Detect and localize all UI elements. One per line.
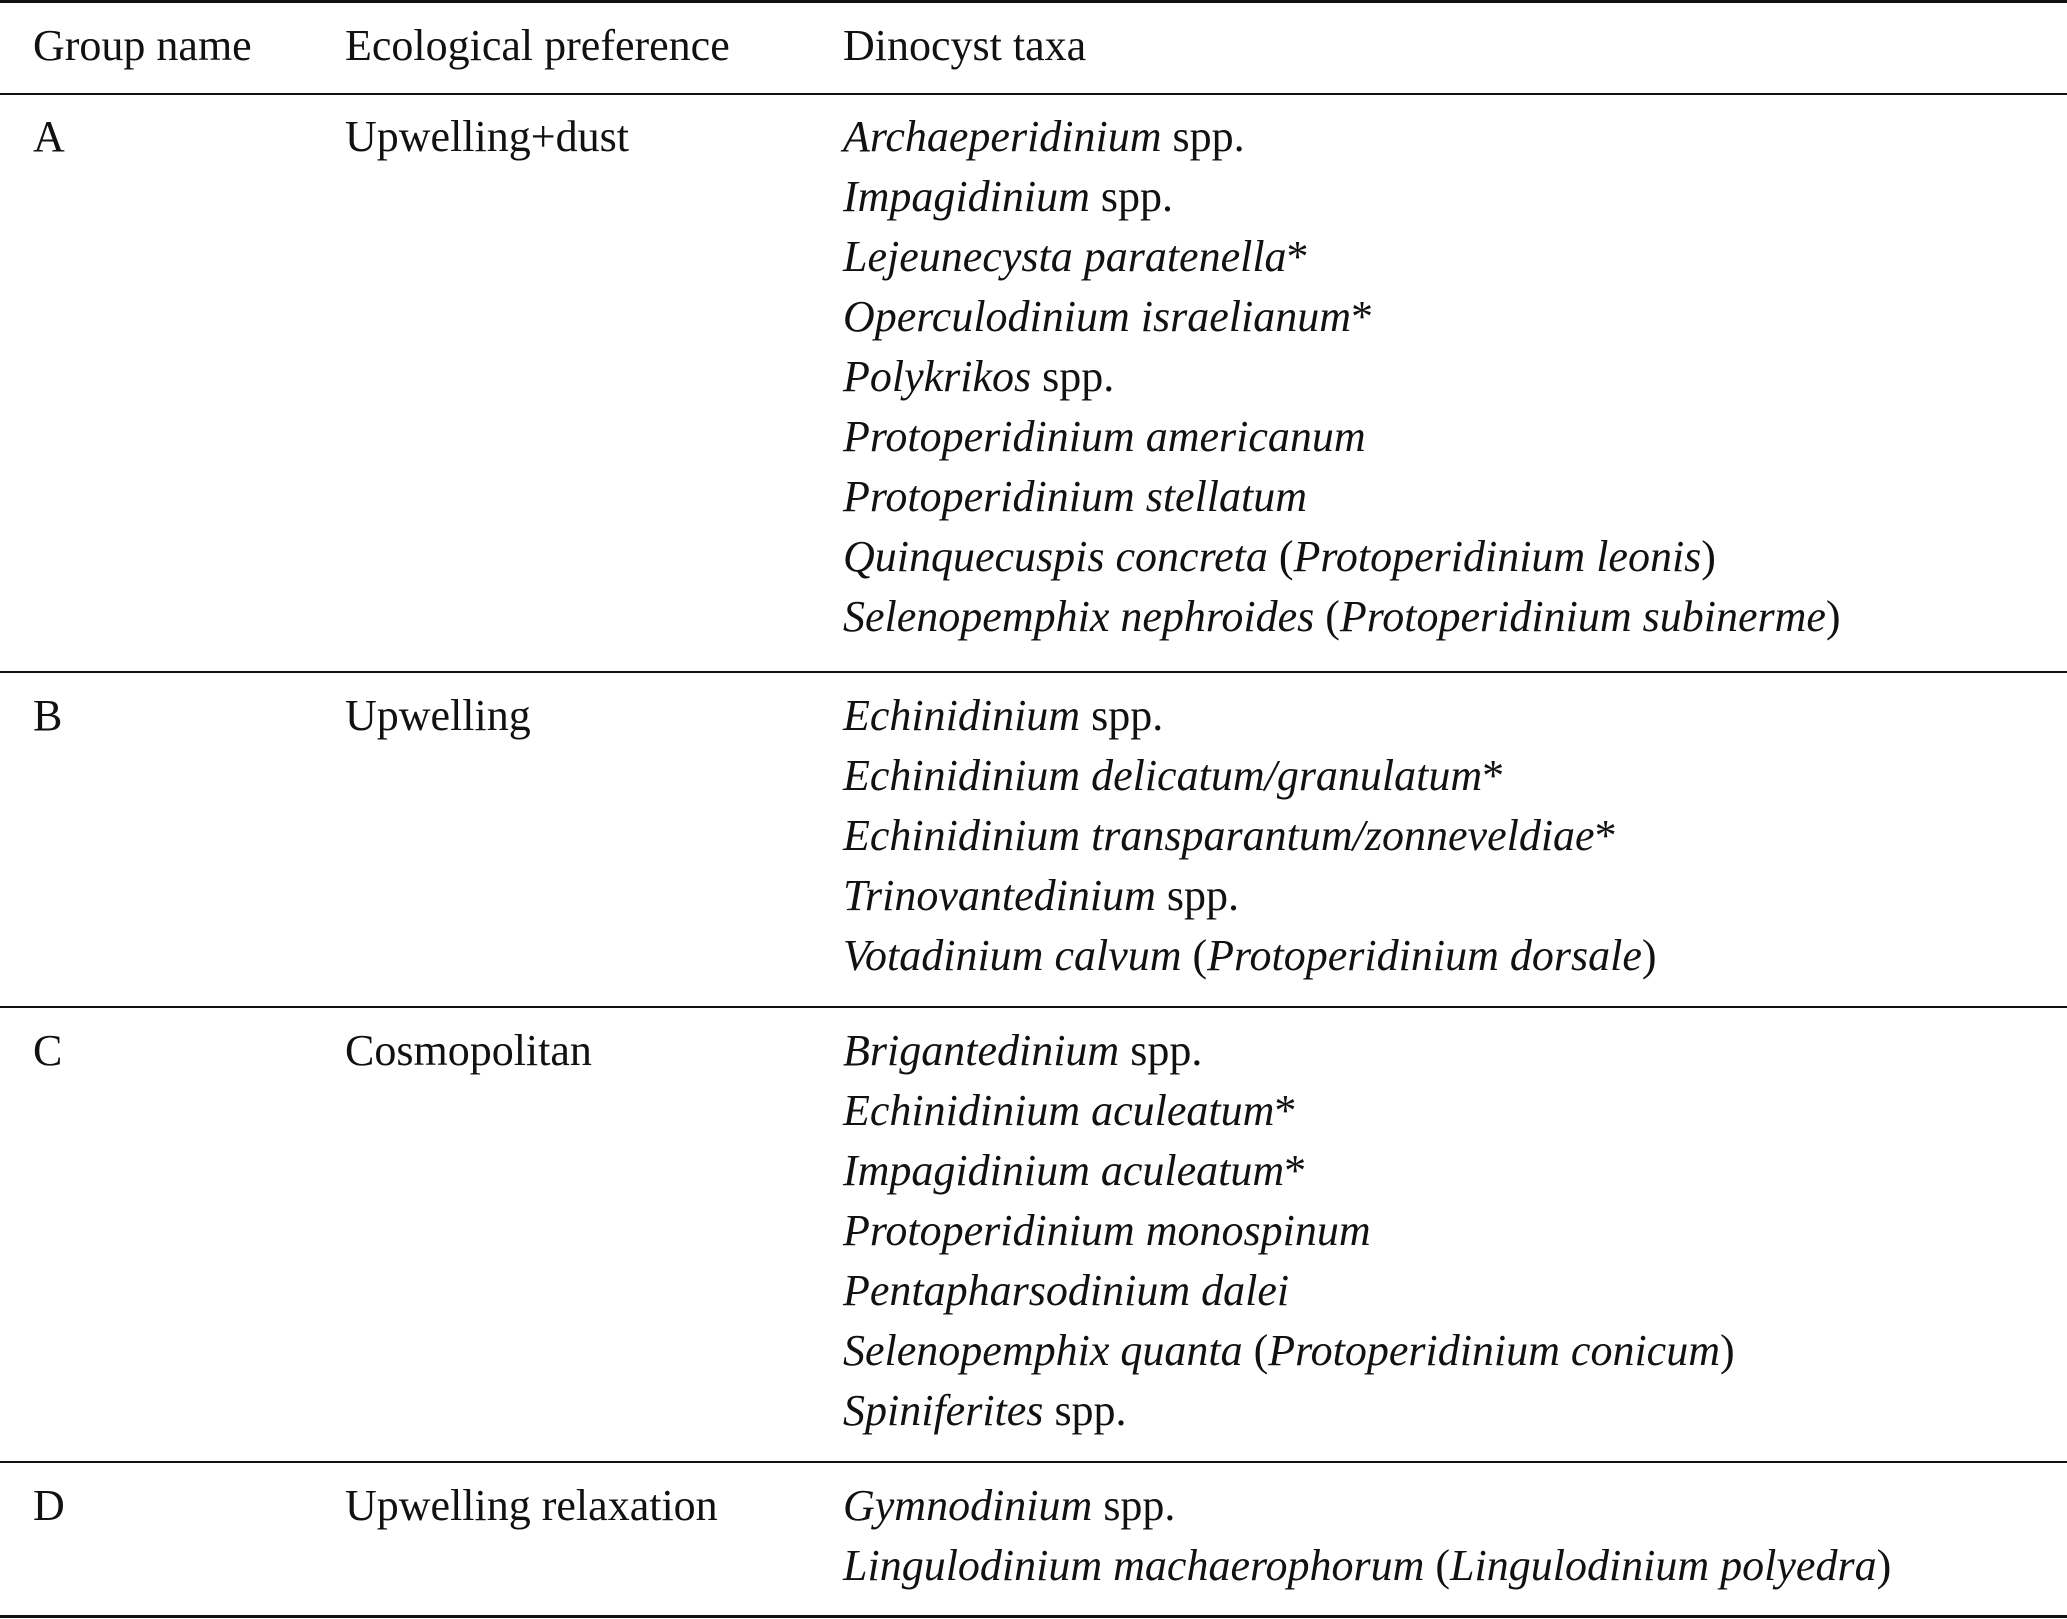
- taxon-name-italic: Echinidinium aculeatum: [843, 1086, 1275, 1135]
- taxon-line: [843, 1321, 1735, 1381]
- taxon-name-italic: Protoperidinium americanum: [843, 412, 1366, 461]
- taxon-name-italic: Votadinium calvum: [843, 931, 1182, 980]
- taxon-name-italic: Echinidinium transparantum/zonneveldiae: [843, 811, 1595, 860]
- taxon-line: [843, 227, 1841, 287]
- taxon-line: [843, 926, 1657, 986]
- taxon-text: ): [1720, 1326, 1735, 1375]
- header-group-name: Group name: [33, 21, 252, 70]
- taxon-name-italic: Protoperidinium stellatum: [843, 472, 1308, 521]
- header-ecological-preference: Ecological preference: [345, 21, 730, 70]
- taxon-name-italic: Impagidinium: [843, 172, 1090, 221]
- taxon-name-italic: Trinovantedinium: [843, 871, 1156, 920]
- taxon-text: spp.: [1119, 1026, 1203, 1075]
- taxon-line: [843, 1081, 1735, 1141]
- taxon-line: [843, 1381, 1735, 1441]
- taxon-line: [843, 1021, 1735, 1081]
- taxon-name-italic: Protoperidinium monospinum: [843, 1206, 1371, 1255]
- taxon-name-italic: Gymnodinium: [843, 1481, 1093, 1530]
- taxon-line: [843, 527, 1841, 587]
- taxon-name-italic: Selenopemphix quanta: [843, 1326, 1243, 1375]
- group-c-preference: Cosmopolitan: [345, 1026, 592, 1075]
- taxon-text: (: [1267, 532, 1294, 581]
- taxon-line: [843, 467, 1841, 527]
- group-a-taxa-list: [843, 107, 1841, 647]
- taxon-text: spp.: [1031, 352, 1115, 401]
- group-d-preference: Upwelling relaxation: [345, 1481, 718, 1530]
- group-c-name: C: [33, 1026, 63, 1075]
- taxon-line: [843, 806, 1657, 866]
- taxon-text: spp.: [1089, 172, 1174, 221]
- taxon-name-italic: Protoperidinium subinerme: [1339, 592, 1826, 641]
- taxon-line: [843, 587, 1841, 647]
- group-c-bottom-rule: [0, 1461, 2067, 1463]
- group-d-name: D: [33, 1481, 65, 1530]
- taxon-line: [843, 746, 1657, 806]
- header-dinocyst-taxa: Dinocyst taxa: [843, 21, 1087, 70]
- taxon-text: ): [1641, 931, 1657, 980]
- taxon-text: *: [1351, 292, 1373, 341]
- group-c-taxa-list: [843, 1021, 1735, 1441]
- taxon-name-italic: Impagidinium aculeatum: [843, 1146, 1285, 1195]
- taxon-line: [843, 407, 1841, 467]
- taxon-name-italic: Lingulodinium polyedra: [1450, 1541, 1877, 1590]
- taxon-line: [843, 866, 1657, 926]
- taxon-text: spp.: [1080, 691, 1164, 740]
- taxon-name-italic: Echinidinium delicatum/granulatum: [843, 751, 1483, 800]
- taxon-line: [843, 287, 1841, 347]
- taxon-line: [843, 1141, 1735, 1201]
- taxon-name-italic: Archaeperidinium: [843, 112, 1162, 161]
- taxon-name-italic: Operculodinium israelianum: [843, 292, 1351, 341]
- group-b-name: B: [33, 691, 63, 740]
- group-a-bottom-rule: [0, 671, 2067, 673]
- taxon-text: spp.: [1043, 1386, 1127, 1435]
- taxon-text: *: [1286, 232, 1309, 281]
- taxon-name-italic: Protoperidinium leonis: [1293, 532, 1702, 581]
- group-a-preference: Upwelling+dust: [345, 112, 629, 161]
- taxon-text: ): [1876, 1541, 1892, 1590]
- taxon-line: [843, 686, 1657, 746]
- taxon-text: *: [1274, 1086, 1297, 1135]
- group-b-preference: Upwelling: [345, 691, 531, 740]
- taxon-name-italic: Spiniferites: [843, 1386, 1044, 1435]
- table-bottom-rule: [0, 1615, 2067, 1618]
- taxon-text: spp.: [1092, 1481, 1176, 1530]
- taxon-text: spp.: [1161, 112, 1245, 161]
- taxon-line: [843, 347, 1841, 407]
- group-b-bottom-rule: [0, 1006, 2067, 1008]
- taxon-text: (: [1181, 931, 1208, 980]
- taxon-name-italic: Lejeunecysta paratenella: [843, 232, 1287, 281]
- taxon-line: [843, 1201, 1735, 1261]
- header-bottom-rule: [0, 93, 2067, 95]
- taxon-name-italic: Protoperidinium dorsale: [1207, 931, 1642, 980]
- group-a-name: A: [33, 112, 65, 161]
- group-d-taxa-list: [843, 1476, 1891, 1596]
- taxon-text: (: [1242, 1326, 1269, 1375]
- taxon-name-italic: Quinquecuspis concreta: [843, 532, 1268, 581]
- taxon-text: ): [1825, 592, 1841, 641]
- taxon-line: [843, 107, 1841, 167]
- taxon-text: (: [1314, 592, 1340, 641]
- taxon-text: spp.: [1155, 871, 1240, 920]
- taxon-text: *: [1482, 751, 1505, 800]
- taxon-text: *: [1284, 1146, 1307, 1195]
- taxon-line: [843, 167, 1841, 227]
- taxon-name-italic: Brigantedinium: [843, 1026, 1120, 1075]
- taxon-text: *: [1594, 811, 1617, 860]
- taxon-name-italic: Selenopemphix nephroides: [843, 592, 1315, 641]
- taxon-line: [843, 1476, 1891, 1536]
- taxon-line: [843, 1261, 1735, 1321]
- taxon-name-italic: Pentapharsodinium dalei: [843, 1266, 1290, 1315]
- taxon-text: (: [1424, 1541, 1451, 1590]
- table-top-rule: [0, 0, 2067, 3]
- taxon-name-italic: Polykrikos: [843, 352, 1032, 401]
- taxon-name-italic: Lingulodinium machaerophorum: [843, 1541, 1425, 1590]
- taxon-name-italic: Protoperidinium conicum: [1268, 1326, 1720, 1375]
- taxon-name-italic: Echinidinium: [843, 691, 1081, 740]
- group-b-taxa-list: [843, 686, 1657, 986]
- taxon-text: ): [1701, 532, 1716, 581]
- taxon-line: [843, 1536, 1891, 1596]
